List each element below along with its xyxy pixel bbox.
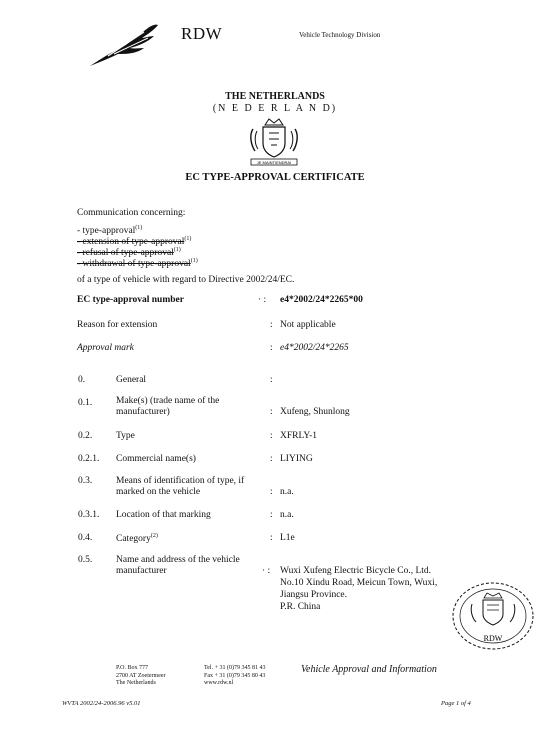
mark-colon: :	[270, 343, 273, 353]
option-extension: - extension of type-approval$^{(1)}$	[77, 236, 192, 248]
footer-address	[116, 665, 166, 688]
division-name: Vehicle Technology Division	[299, 31, 381, 39]
footer-fax: Fax + 31 (0)79 345 80 43	[204, 672, 266, 679]
directive-line: of a type of vehicle with regard to Directive 2002/24/EC.	[77, 275, 295, 285]
item-colon: :	[270, 375, 273, 385]
item-description-cont: manufacturer	[116, 566, 167, 576]
country-title: THE NETHERLANDS	[225, 91, 325, 102]
certificate-title: EC TYPE-APPROVAL CERTIFICATE	[185, 172, 365, 183]
option-withdrawal: - withdrawal of type-approval$^{(1)}$	[77, 258, 198, 270]
item-description: Make(s) (trade name of the	[116, 396, 220, 406]
item-number: 0.2.	[78, 431, 93, 441]
document-reference: WVTA 2002/24-2006.96 v5.01	[62, 700, 141, 707]
stamp-label: RDW	[483, 634, 503, 643]
approval-number-label: EC type-approval number	[77, 295, 184, 305]
item-description: Category$^{(2)}$	[116, 533, 158, 545]
reason-label: Reason for extension	[77, 320, 158, 330]
item-colon: :	[270, 407, 273, 417]
item-colon: :	[270, 487, 273, 497]
item-number: 0.	[78, 375, 86, 385]
manufacturer-address-line: No.10 Xindu Road, Meicun Town, Wuxi,	[280, 578, 438, 588]
coat-of-arms-icon	[243, 117, 305, 167]
reason-colon: :	[270, 320, 273, 330]
item-value: LIYING	[280, 454, 313, 464]
item-description: General	[116, 375, 147, 385]
item-colon: :	[270, 454, 273, 464]
item-description: Commercial name(s)	[116, 454, 196, 464]
coat-of-arms-banner: JE MAINTIENDRAI	[256, 160, 292, 165]
item-description: Location of that marking	[116, 510, 211, 520]
footer-tagline: Vehicle Approval and Information	[301, 664, 437, 675]
option-type-approval: - type-approval$^{(1)}$	[77, 225, 143, 237]
item-value: L1e	[280, 533, 295, 543]
rdw-stamp-icon	[450, 580, 536, 652]
footer-address-line: The Netherlands	[116, 680, 156, 686]
mark-value: e4*2002/24*2265	[280, 343, 349, 353]
item-number: 0.5.	[78, 555, 93, 565]
item-number: 0.3.	[78, 476, 93, 486]
item-description: Name and address of the vehicle	[116, 555, 240, 565]
item-colon: · :	[262, 566, 271, 576]
rdw-logo-icon	[88, 22, 160, 68]
footer-address-line: P.O. Box 777	[116, 665, 149, 671]
mark-label: Approval mark	[77, 343, 134, 353]
communication-heading: Communication concerning:	[77, 208, 186, 218]
item-description-cont: marked on the vehicle	[116, 487, 201, 497]
item-colon: :	[270, 533, 273, 543]
item-value: n.a.	[280, 510, 294, 520]
footer-website[interactable]: www.rdw.nl	[204, 680, 234, 686]
item-number: 0.2.1.	[78, 454, 100, 464]
footer-contact	[204, 665, 265, 688]
approval-number-colon: · :	[258, 295, 267, 305]
manufacturer-address-line: Jiangsu Province.	[280, 590, 348, 600]
manufacturer-address-line: P.R. China	[280, 602, 321, 612]
footer-phone: Tel. + 31 (0)79 345 81 43	[204, 665, 266, 671]
item-colon: :	[270, 431, 273, 441]
item-value: Xufeng, Shunlong	[280, 407, 350, 417]
manufacturer-address-line: Wuxi Xufeng Electric Bicycle Co., Ltd.	[280, 566, 432, 576]
item-number: 0.4.	[78, 533, 93, 543]
item-value: XFRLY-1	[280, 431, 318, 441]
country-local-title: (N E D E R L A N D)	[212, 103, 338, 114]
item-number: 0.3.1.	[78, 510, 100, 520]
reason-value: Not applicable	[280, 320, 336, 330]
footer-address-line: 2700 AT Zoetermeer	[116, 672, 166, 679]
approval-number-value: e4*2002/24*2265*00	[280, 295, 363, 305]
item-description-cont: manufacturer)	[116, 407, 170, 417]
item-value: n.a.	[280, 487, 294, 497]
option-refusal: - refusal of type-approval$^{(1)}$	[77, 247, 181, 259]
page-number: Page 1 of 4	[441, 700, 471, 707]
item-description: Type	[116, 431, 135, 441]
item-number: 0.1.	[78, 398, 93, 408]
item-description: Means of identification of type, if	[116, 476, 245, 486]
item-colon: :	[270, 510, 273, 520]
org-name: RDW	[181, 24, 223, 43]
